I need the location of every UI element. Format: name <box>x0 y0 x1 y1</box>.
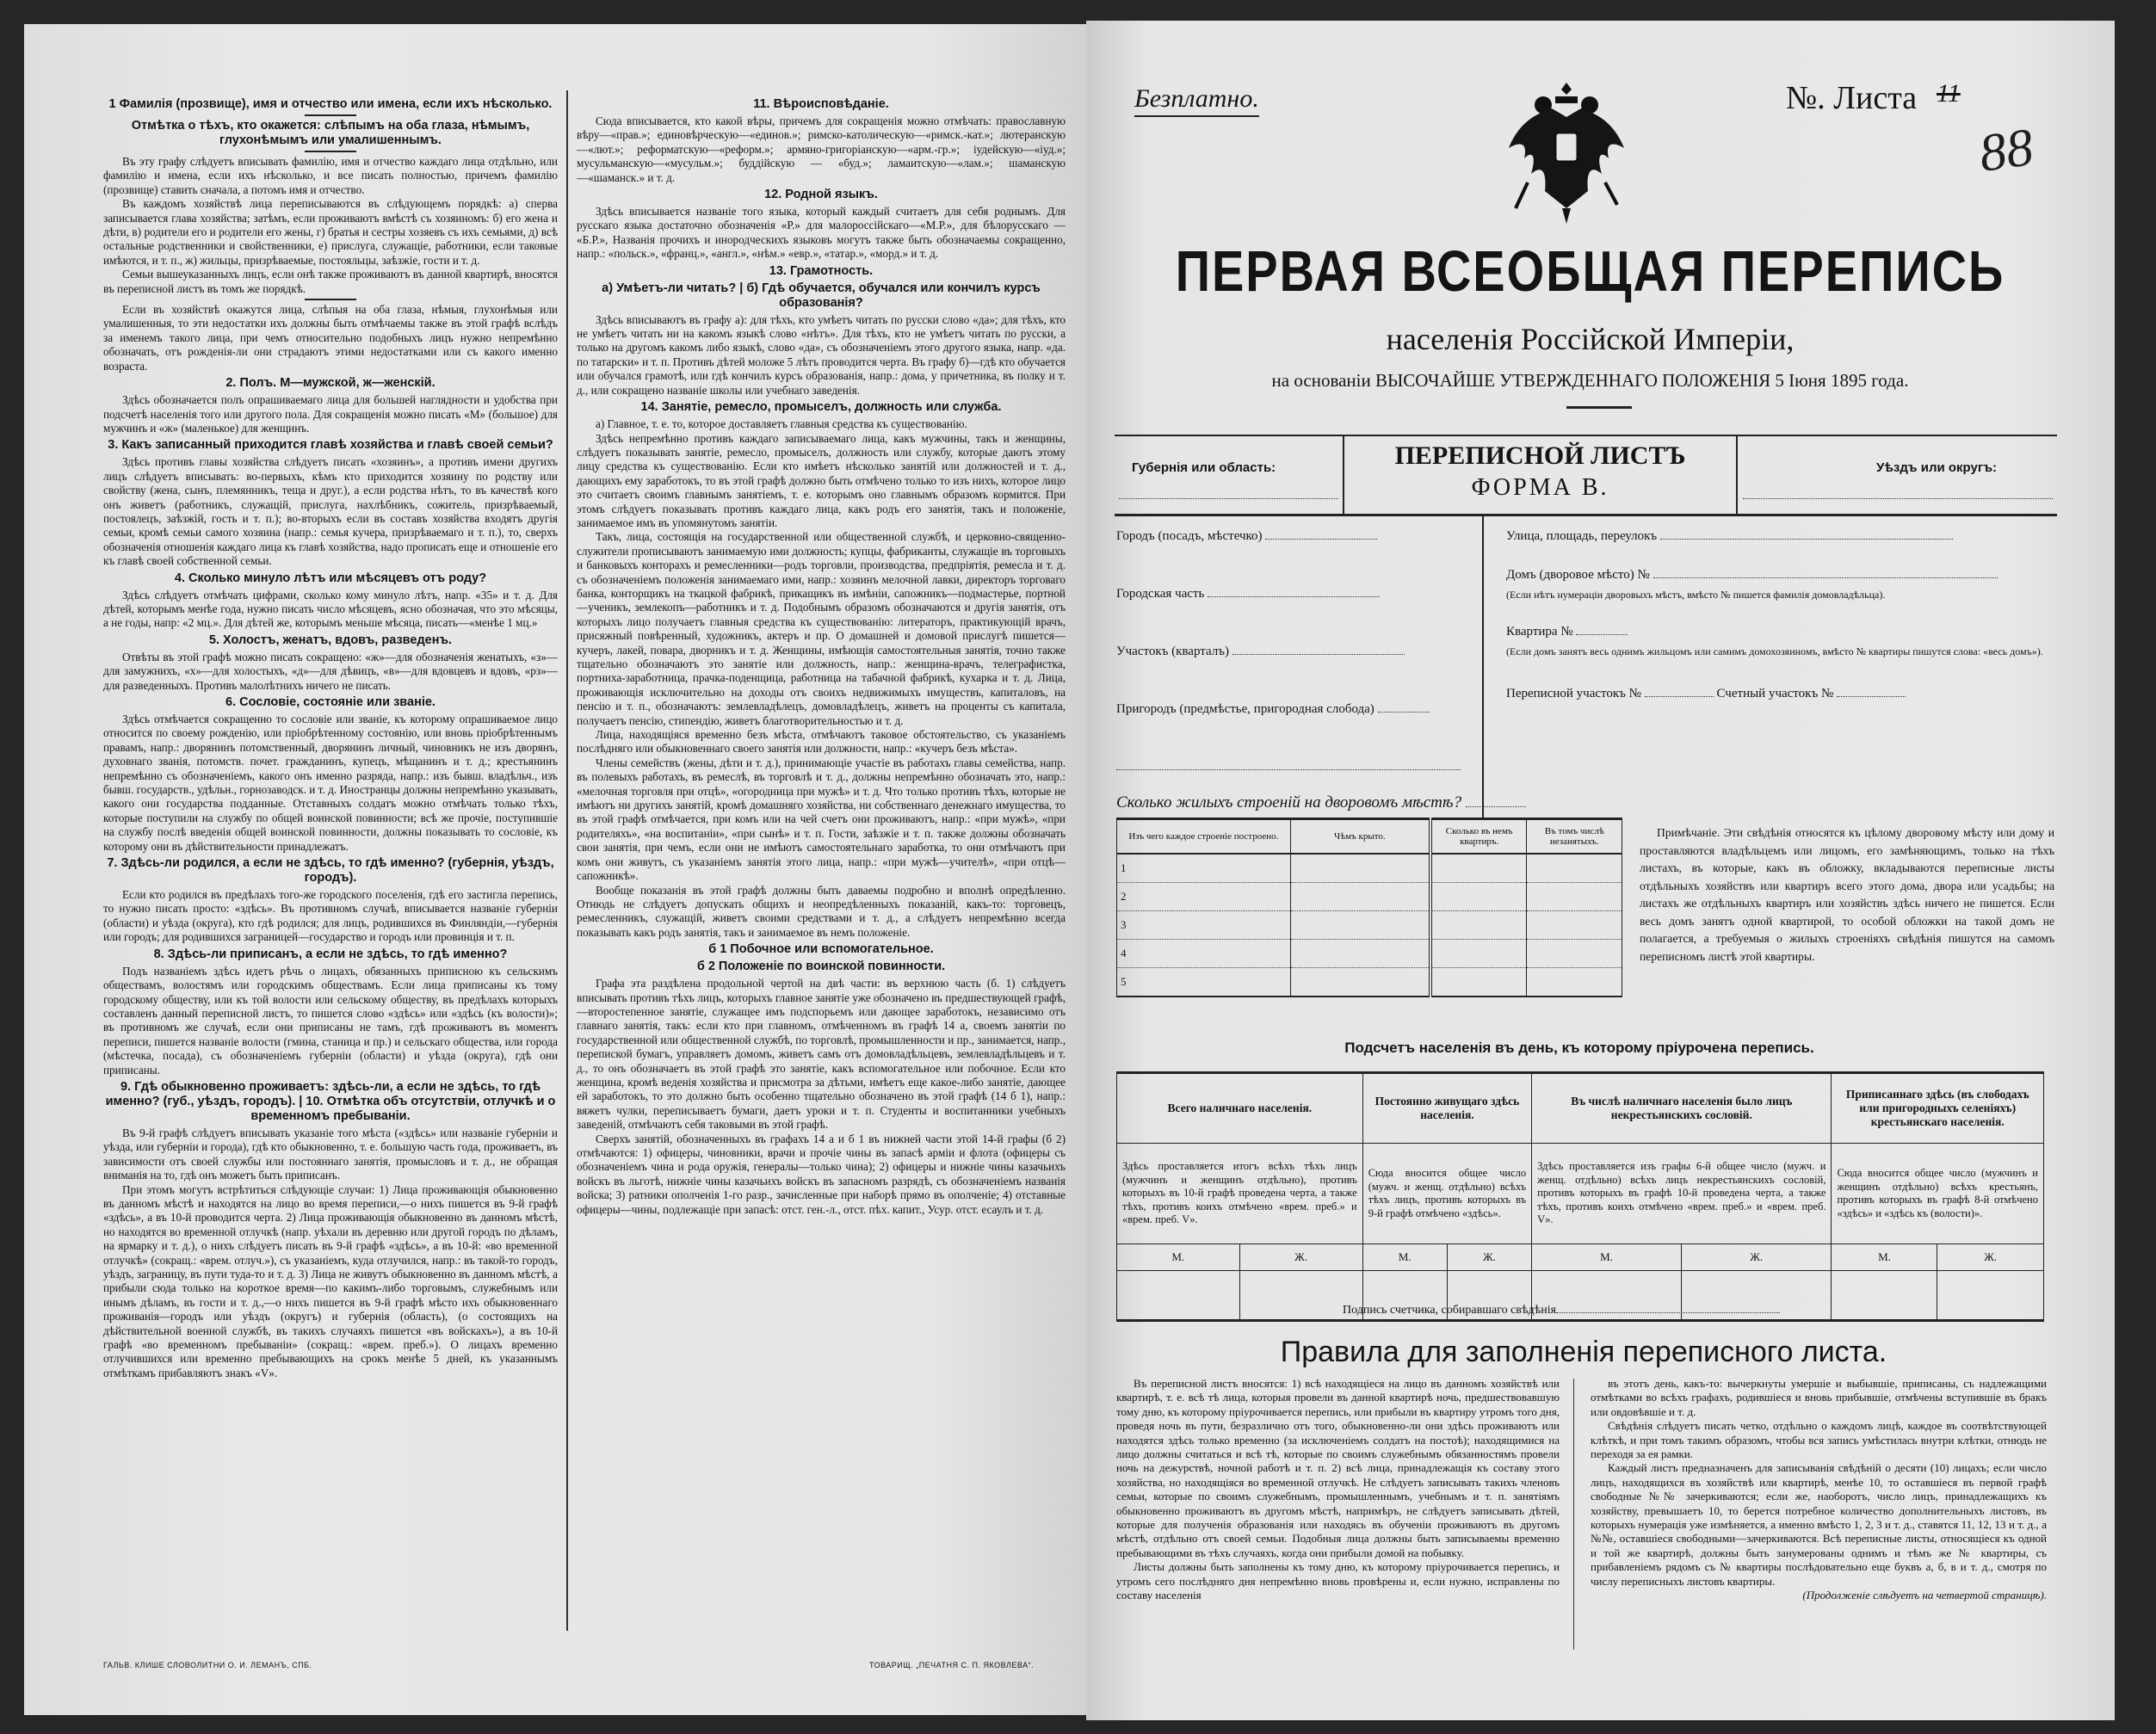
roof-cell[interactable] <box>1290 854 1430 883</box>
section-heading: 5. Холостъ, женатъ, вдовъ, разведенъ. <box>208 633 453 647</box>
address-label: Городъ (посадъ, мѣстечко) <box>1116 529 1263 543</box>
instructions-column-1 <box>103 95 558 1635</box>
section-heading: а) Умѣетъ-ли читать? | б) Гдѣ обучается, обучался или кончилъ курсъ образованія? <box>602 281 1041 310</box>
form-header-box <box>1115 435 2057 516</box>
address-field[interactable] <box>1265 539 1377 540</box>
rules-paragraph: въ этотъ день, какъ-то: вычеркнуты умершіе и выбывшіе, приписаны, съ надлежащими отмѣтками во всѣхъ графахъ, родившіеся и вновь прибывшіе, отмѣчены вступившіе въ бракъ или овдовѣвшіе и т. д. <box>1591 1377 2047 1418</box>
male-label: М. <box>1832 1244 1937 1271</box>
section-heading: 13. Грамотность. <box>769 263 874 278</box>
address-label: Пригородъ (предмѣстье, пригородная слобода) <box>1116 702 1375 716</box>
flats-cell[interactable] <box>1430 911 1527 940</box>
flat-field[interactable] <box>1576 634 1628 635</box>
address-row <box>1116 645 1461 702</box>
imprint-left: ГАЛЬВ. КЛИШЕ СЛОВОЛИТНИ О. И. ЛЕМАНЪ, СПБ. <box>103 1661 312 1669</box>
imprint-right: ТОВАРИЩ. „ПЕЧАТНЯ С. П. ЯКОВЛЕВА“. <box>869 1661 1035 1669</box>
buildings-header-vacant: Въ томъ числѣ незанятыхъ. <box>1527 819 1622 855</box>
flat-label: Квартира № <box>1506 625 1573 639</box>
paragraph: Здѣсь обозначается полъ опрашиваемаго лица для большей наглядности и удобства при подсчетѣ населенія того или другого пола. Для сокращенія можно писать «М» (большое) для мужчинъ и «ж» (маленькое) для женщинъ. <box>103 393 558 435</box>
section-heading: б 1 Побочное или вспомогательное. <box>708 942 934 957</box>
rules-column-1 <box>1116 1377 1560 1603</box>
sheet-number-struck: 11 <box>1937 79 1961 108</box>
address-label: Городская часть <box>1116 587 1205 601</box>
section-heading: 1 Фамилія (прозвище), имя и отчество или имена, если ихъ нѣсколько. <box>108 97 553 111</box>
vacant-cell[interactable] <box>1527 968 1622 997</box>
street-field[interactable] <box>1660 539 1953 540</box>
section-heading: 7. Здѣсь-ли родился, а если не здѣсь, то гдѣ именно? (губернія, уѣздъ, городъ). <box>107 856 554 886</box>
street-label: Улица, площадь, переулокъ <box>1506 529 1658 543</box>
province-label: Губернія или область: <box>1132 460 1276 475</box>
section-heading: 11. Вѣроисповѣданіе. <box>753 97 889 111</box>
buildings-row <box>1117 940 1622 968</box>
paragraph: Здѣсь вписываютъ въ графу а): для тѣхъ, кто умѣетъ читать по русски слово «да»; для тѣхъ, кто не умѣетъ читать ни на какомъ языкѣ слово «нѣтъ». Для тѣхъ, кто не умѣетъ читать по русски, а только на другомъ какомъ либо языкѣ, слово «да», съ обозначеніемъ этого другого языка, напр. «да. по татарски» и т. п. Противъ дѣтей моложе 5 лѣтъ проводится черта. Въ графу б)—гдѣ кто обучается или обучался грамотѣ, или гдѣ кончилъ курсъ образованія, напр.: дома, у причетника, въ полку и т. д., или сокращено названіе школы или учебнаго заведенія. <box>577 312 1066 397</box>
female-label: Ж. <box>1937 1244 2044 1271</box>
form-name: ФОРМА В. <box>1471 474 1609 501</box>
count-column-description: Здѣсь проставляется итогъ всѣхъ тѣхъ лицъ (мужчинъ и женщинъ отдѣльно), противъ которыхъ въ 10-й графѣ проведена черта, а также тѣхъ, противъ коихъ отмѣчено «врем. преб.» и «врем. преб. V». <box>1117 1144 1363 1244</box>
signature-label: Подпись счетчика, собиравшаго свѣдѣнія <box>1343 1304 1557 1317</box>
sheet-number-handwritten: 88 <box>1975 118 2037 183</box>
paragraph: а) Главное, т. е. то, которое доставляетъ главныя средства къ существованію. <box>596 417 967 431</box>
paragraph: Здѣсь слѣдуетъ отмѣчать цифрами, сколько кому минуло лѣтъ, напр. «35» и т. д. Для дѣтей, которымъ менѣе года, нужно писать число мѣсяцевъ, ясно обозначая, что это мѣсяцы, а не годы, напр: «2 мц.». Для дѣтей же, которымъ меньше мѣсяца, писать—«менѣе 1 мц.» <box>103 588 558 630</box>
rules-divider <box>1573 1379 1574 1650</box>
buildings-count-field[interactable] <box>1466 806 1526 807</box>
section-divider <box>305 151 356 152</box>
rules-paragraph: Каждый листъ предназначенъ для записыванія свѣдѣній о десяти (10) лицахъ; если число лицъ, находящихся въ хозяйствѣ или квартирѣ, менѣе 10, то оставшіеся въ первой графѣ свободные №№ зачеркиваются; если же, наоборотъ, число лицъ, принадлежащихъ къ хозяйству, превышаетъ 10, то берется потребное количество дополнительныхъ листовъ, въ которыхъ нумерація уже измѣняется, а именно вмѣсто 1, 2, 3 и т. д., ставятся 11, 12, 13 и т. д., а №№, оставшіеся свободными—зачеркиваются. Всѣ переписные листы, относящіеся къ одной и той же квартирѣ, должны быть занумерованы однимъ и тѣмъ же № квартиры, съ прибавленіемъ рядомъ съ № квартиры послѣдовательно еще буквъ а, б, в и т. д., смотря по числу переписныхъ листовъ квартиры. <box>1591 1461 2047 1588</box>
population-count-table <box>1116 1071 2044 1322</box>
column-divider <box>566 90 568 1631</box>
flats-cell[interactable] <box>1430 854 1527 883</box>
paragraph: Такъ, лица, состоящія на государственной или общественной службѣ, и церковно-священно-служители прописываютъ занимаемую ими должность; купцы, фабриканты, служащіе въ торговыхъ и банковыхъ конторахъ и ремесленники—родъ торговли, производства, предпріятія, ремесла и т. д. съ обозначеніемъ положенія занимаемаго ими, напр.: хозяинъ мелочной лавки, директоръ торговаго банка, конторщикъ на ткацкой фабрикѣ, прикащикъ въ имѣніи, сапожникъ—подмастерье, портной—ученикъ, землекопъ—работникъ и т. д. Подобнымъ образомъ обозначаются и другія занятія, отъ которыхъ лицо получаетъ главныя средства къ существованію: литераторъ, практикующій врачъ, присяжный повѣренный, художникъ, актеръ и пр. О домашней и домовой прислугѣ пишется—кучеръ, лакей, повара, дворникъ и т. д. Женщины, имѣющія самостоятельныя занятія, точно также тщательно обозначаютъ это занятіе или должность, напр.: женщина-врачъ, телеграфистка, портниха-заработница, прачка-поденщица, работница на табачной фабрикѣ, кухарка и т. д. Лица, проживающія исключительно на доходы отъ своихъ недвижимыхъ имуществъ, капиталовъ, на пенсію и т. п., обозначаютъ: землевладѣлецъ, домовладѣлецъ, живетъ на проценты съ капитала, получаетъ пенсію, стипендію, живетъ благотворительностью и т. д. <box>577 530 1066 727</box>
section-heading: б 2 Положеніе по воинской повинности. <box>696 960 946 974</box>
male-count-cell[interactable] <box>1117 1271 1240 1321</box>
paragraph: Графа эта раздѣлена продольной чертой на двѣ части: въ верхнюю часть (б. 1) слѣдуетъ вписывать противъ тѣхъ лицъ, которыхъ главное занятіе уже обозначено въ предшествующей графѣ,—второстепенное занятіе, служащее имъ подспорьемъ или дающее заработокъ, независимо отъ главнаго занятія, такъ: если кто при главномъ, отмѣченномъ въ графѣ 14 а, своемъ занятіи по государственной или общественной службѣ, по торговлѣ, промышленности и пр., занимается, напр., перепиской бумагъ, управляетъ домомъ, живетъ самъ отъ домовладѣльцевъ, землевладѣльцевъ и т. д., то онъ обозначаетъ въ этой графѣ это занятіе, какъ вспомогательное или побочное. Если кто женщина, кромѣ веденія хозяйства и присмотра за дѣтьми, имѣетъ еще какое-либо занятіе, дающее ей заработокъ, то это должно быть особенно тщательно обозначено въ этой графѣ (14 б 1), напр.: вяжетъ чулки, переписываетъ бумаги, даетъ уроки и т. п. Студенты и воспитанники учебныхъ заведеній, отмѣчаютъ себя таковыми въ этой графѣ. <box>577 977 1066 1132</box>
count-area-label: Счетный участокъ № <box>1716 687 1834 700</box>
buildings-question-text: Сколько жилыхъ строеній на дворовомъ мѣстѣ? <box>1116 793 1462 811</box>
rules-paragraph: Свѣдѣнія слѣдуетъ писать четко, отдѣльно о каждомъ лицѣ, каждое въ соотвѣтствующей клѣткѣ, и при томъ такимъ образомъ, чтобы вся запись умѣстилась внутри клѣтки, отнюдь не переходя за ея рамки. <box>1591 1419 2047 1461</box>
address-left <box>1116 529 1461 774</box>
buildings-row <box>1117 911 1622 940</box>
paragraph: Семьи вышеуказанныхъ лицъ, если онѣ также проживаютъ въ данной квартирѣ, вносятся въ переписной листъ въ томъ же порядкѣ. <box>103 268 558 295</box>
buildings-note: Примѣчаніе. Эти свѣдѣнія относятся къ цѣлому дворовому мѣсту или дому и проставляются владѣльцемъ или лицомъ, его замѣняющимъ, только на тѣхъ листахъ, въ которые, какъ въ обложку, вкладываются переписные листы отдѣльныхъ хозяйствъ или квартиръ всего этого дома, двора или усадьбы; на листахъ же отдѣльныхъ квартиръ или хозяйствъ здѣсь ничего не пишется. Если весь домъ занятъ одной квартирой, то особой обложки на такой домъ не полагается, а требуемыя о жилыхъ строеніяхъ свѣдѣнія пишутся на самомъ переписномъ листѣ этой квартиры. <box>1640 826 2054 963</box>
count-column-header: Въ числѣ наличнаго населенія было лицъ некрестьянскихъ сословій. <box>1532 1073 1832 1144</box>
female-label: Ж. <box>1239 1244 1362 1271</box>
section-heading: 9. Гдѣ обыкновенно проживаетъ: здѣсь-ли, а если не здѣсь, то гдѣ именно? (губ., уѣздъ, городъ). | 10. Отмѣтка объ отсутствіи, отлучкѣ и о временномъ пребываніи. <box>105 1079 556 1123</box>
form-title: ПЕРЕПИСНОЙ ЛИСТЪ <box>1394 441 1686 470</box>
count-column-description: Здѣсь проставляется изъ графы 6-й общее число (мужч. и женщ. отдѣльно) всѣхъ лицъ некрестьянскихъ сословій, противъ которыхъ въ графѣ 10-й проведена черта, а также тѣхъ, противъ коихъ отмѣчено «врем. преб.» и «врем. преб. V». <box>1532 1144 1832 1244</box>
fields-divider <box>1482 516 1484 818</box>
female-label: Ж. <box>1682 1244 1832 1271</box>
count-column-description: Сюда вносится общее число (мужч. и женщ. отдѣльно) всѣхъ тѣхъ лицъ, противъ которыхъ въ 9-й графѣ отмѣчено «здѣсь». <box>1362 1144 1531 1244</box>
paragraph: Въ каждомъ хозяйствѣ лица переписываются въ слѣдующемъ порядкѣ: а) сперва записывается глава хозяйства; затѣмъ, если проживаютъ вмѣстѣ съ хозяиномъ: б) его жена и дѣти, в) родители его и родители его жены, г) братья и сестры хозяевъ съ ихъ семьями, д) всѣ остальные родственники и свойственники, е) прислуга, служащіе, работники, если таковые имѣются, и т. п., ж) жильцы, призрѣваемые, постояльцы, заѣзжіе, гости и т. д. <box>103 197 558 267</box>
house-label: Домъ (дворовое мѣсто) № <box>1506 568 1650 582</box>
section-heading: 3. Какъ записанный приходится главѣ хозяйства и главѣ своей семьи? <box>108 438 553 453</box>
sheet-number-label: №. Листа <box>1786 80 1918 116</box>
signature-field[interactable] <box>1556 1312 1780 1313</box>
count-column-description: Сюда вносится общее число (мужчинъ и женщинъ отдѣльно) всѣхъ крестьянъ, противъ которыхъ въ графѣ 8-й отмѣчено «здѣсь» и «здѣсь къ (волости)». <box>1832 1144 2044 1244</box>
paragraph: Здѣсь вписывается названіе того языка, который каждый считаетъ для себя роднымъ. Для русскаго языка достаточно обозначенія «Р.» для малороссійскаго—«М.Р.», для бѣлорусскаго — «Б.Р.», Названія прочихъ и инородческихъ языковъ могутъ также быть обозначаемы сокращенно, напр.: «польск.», «франц.», «англ.», «нѣм.» «евр.», «татар.», «морд.» и т. д. <box>577 205 1066 261</box>
address-field[interactable] <box>1378 712 1430 713</box>
count-column-header: Приписаннаго здѣсь (въ слободахъ или пригородныхъ селеніяхъ) крестьянскаго населенія. <box>1832 1073 2044 1144</box>
buildings-row <box>1117 883 1622 911</box>
paragraph: Подъ названіемъ здѣсь идетъ рѣчь о лицахъ, обязанныхъ приписною къ сельскимъ обществамъ, волостямъ или городскимъ обществамъ. Если лица приписаны къ тому городскому обществу, или къ той волости или сельскому обществу, въ предѣлахъ которыхъ составленъ данный переписной листъ, то пишется слово «здѣсь» или «здѣсь (къ волости)»; въ противномъ же случаѣ, если они приписаны не тамъ, гдѣ проживаютъ въ моментъ переписи, пишется названіе волости (гмина, станица и пр.) и сельскаго общества, или города (мѣстечка, посада), съ обозначеніемъ губерніи (области) и уѣзда (округа), гдѣ они приписаны. <box>103 964 558 1077</box>
section-heading: 4. Сколько минуло лѣтъ или мѣсяцевъ отъ роду? <box>174 571 487 585</box>
rules-column-2 <box>1591 1377 2047 1603</box>
paragraph: Члены семействъ (жены, дѣти и т. д.), принимающіе участіе въ работахъ главы семейства, напр. въ полевыхъ работахъ, въ ремеслѣ, въ торговлѣ и т. д., должны непремѣнно обозначать это, напр.: «мелочная торговля при отцѣ», «огородница при мужѣ» и т. д. Что только противъ тѣхъ, которые не имѣютъ ни другихъ занятій, кромѣ домашняго хозяйства, ни собственнаго денежнаго имущества, то въ этой графѣ отмѣчается, при комъ или на чей счетъ они проживаютъ, напр.: «при мужѣ», «при родителяхъ», «на воспитаніи», «при сынѣ» и т. п. Гости, заѣзжіе и т. п. также должны обозначать свои занятія, при чемъ, если они не имѣютъ самостоятельнаго заработка, то они отмѣчаютъ при комъ они живутъ, съ указаніемъ занятія этого лица, напр.: «при мужѣ—учителѣ», «при отцѣ—сапожникѣ». <box>577 756 1066 883</box>
continued-note: (Продолженіе слѣдуетъ на четвертой страницѣ). <box>1802 1589 2047 1602</box>
buildings-row <box>1117 854 1622 883</box>
paragraph: Въ эту графу слѣдуетъ вписывать фамилію, имя и отчество каждаго лица отдѣльно, или фамилію и имена, если ихъ нѣсколько, и все писать полностью, причемъ фамилію (прозвище) ставить сначала, а потомъ имя и отчество. <box>103 155 558 196</box>
roof-cell[interactable] <box>1290 883 1430 911</box>
male-label: М. <box>1117 1244 1240 1271</box>
paragraph: Здѣсь непремѣнно противъ каждаго записываемаго лица, какъ мужчины, такъ и женщины, слѣдуетъ показывать занятіе, ремесло, промыселъ, должность или службу, которые даютъ этому лицу средства къ существованію. Если кто имѣетъ нѣсколько занятій или должностей и т. д., дающихъ ему заработокъ, то въ этой графѣ должно быть отмѣчено только то изъ нихъ, которое лицо это считаетъ своимъ главнымъ занятіемъ, т. е. которымъ оно главнымъ образомъ кормится. При этомъ слѣдуетъ показывать противъ каждаго лица, какъ родъ его занятія, такъ и положеніе, занимаемое имъ въ упомянутомъ занятіи. <box>577 431 1066 529</box>
address-blank-field[interactable] <box>1116 769 1461 770</box>
buildings-header-material: Изъ чего каждое строеніе построено. <box>1117 819 1291 855</box>
rules-paragraph: Въ переписной листъ вносятся: 1) всѣ находящіеся на лицо въ данномъ хозяйствѣ или квартирѣ, т. е. всѣ тѣ лица, которыя провели въ данной квартирѣ ночь, предшествовавшую тому дню, къ которому пріурочивается перепись, или прибыли въ квартиру утромъ того дня, проведя ночь въ пути, безразлично отъ того, обыкновенно-ли они здѣсь проживаютъ или находятся здѣсь только временно (за исключеніемъ солдатъ на постоѣ); находящимися на лицо должны считаться и всѣ тѣ, которые по своимъ служебнымъ обязанностямъ провели ночь на дежурствѣ, ночной работѣ и т. п. 2) всѣ лица, принадлежащія къ составу этого хозяйства, но находящіяся во временной отлучкѣ. Не слѣдуетъ записывать такихъ членовъ семьи, которые по своимъ служебнымъ, промышленнымъ, учебнымъ и т. п. занятіямъ обыкновенно проживаютъ въ другомъ мѣстѣ, напримѣръ, не слѣдуетъ записывать дѣтей, которые для полученія образованія или находясь въ обученіи проживаютъ въ другомъ мѣстѣ, отдѣльно отъ своей семьи. Подобныя лица должны быть записываемы временно пребывающими въ тѣхъ случаяхъ, когда они прибыли домой на побывку. <box>1116 1377 1560 1559</box>
signature-line <box>1343 1304 1780 1317</box>
divider <box>1566 406 1632 409</box>
vacant-cell[interactable] <box>1527 940 1622 968</box>
count-area-field[interactable] <box>1837 696 1906 697</box>
vacant-cell[interactable] <box>1527 883 1622 911</box>
free-label: Безплатно. <box>1134 84 1259 117</box>
district-label: Уѣздъ или округъ: <box>1876 460 1998 475</box>
flats-cell[interactable] <box>1430 940 1527 968</box>
census-area-label: Переписной участокъ № <box>1506 687 1641 700</box>
section-heading: Отмѣтка о тѣхъ, кто окажется: слѣпымъ на оба глаза, нѣмымъ, глухонѣмымъ или умалишеннымъ. <box>131 119 530 147</box>
section-heading: 6. Сословіе, состояніе или званіе. <box>225 695 436 709</box>
vacant-cell[interactable] <box>1527 854 1622 883</box>
section-heading: 12. Родной языкъ. <box>764 188 878 202</box>
address-right <box>1506 529 2053 701</box>
buildings-header-roof: Чѣмъ крыто. <box>1290 819 1430 855</box>
rules-title: Правила для заполненія переписного листа. <box>1280 1336 1887 1368</box>
census-area-field[interactable] <box>1645 696 1714 697</box>
male-label: М. <box>1362 1244 1447 1271</box>
address-field[interactable] <box>1208 596 1380 597</box>
section-divider <box>305 299 356 300</box>
count-column-header: Всего наличнаго населенія. <box>1117 1073 1363 1144</box>
address-row <box>1116 587 1461 645</box>
female-label: Ж. <box>1447 1244 1531 1271</box>
page-title: ПЕРВАЯ ВСЕОБЩАЯ ПЕРЕПИСЬ <box>1175 238 2005 304</box>
address-row <box>1116 702 1461 760</box>
female-count-cell[interactable] <box>1937 1271 2044 1321</box>
roof-cell[interactable] <box>1290 940 1430 968</box>
row-number: 1 <box>1117 854 1291 883</box>
buildings-header-flats: Сколько въ немъ квартиръ. <box>1430 819 1527 855</box>
province-field[interactable] <box>1119 498 1338 499</box>
buildings-table <box>1116 818 1622 997</box>
count-column-header: Постоянно живущаго здѣсь населенія. <box>1362 1073 1531 1144</box>
paragraph: Отвѣты въ этой графѣ можно писать сокращено: «ж»—для обозначенія женатыхъ, «з»—для замужнихъ, «х»—для холостыхъ, «д»—для дѣвицъ, «в»—для вдовцевъ и вдовъ, «рз»—для разведенныхъ. Противъ малолѣтнихъ ничего не писать. <box>103 650 558 692</box>
paragraph: Сверхъ занятій, обозначенныхъ въ графахъ 14 а и б 1 въ нижней части этой 14-й графы (б 2) отмѣчаются: 1) офицеры, чиновники, врачи и прочіе чины въ запасѣ армiи и флота (офицеры съ обозначеніемъ чина и рода оружія, генералы—только чина); 2) офицеры и нижніе чины казачьихъ войскъ въ льготѣ, нижніе чины казачьихъ войскъ въ запасномъ разрядѣ, съ обозначеніемъ названія войска; 3) ратники ополченія 1-го разр., зачисленные при наборѣ прямо въ ополченіе; 4) отставные офицеры—чины, подлежащіе при запасѣ: отст. ген.-л., отст. пѣх. капит., Усур. отст. есаулъ и т. д. <box>577 1132 1066 1216</box>
paragraph: Здѣсь противъ главы хозяйства слѣдуетъ писать «хозяинъ», а противъ имени другихъ лицъ слѣдуетъ вписывать: во-первыхъ, кѣмъ кто приходится хозяину по родству или свойству (жена, сынъ, племянникъ, теща и друг.), а если родства нѣтъ, то въ качествѣ кого онъ живетъ (работникъ, служащій, прислуга, нахлѣбникъ, сожитель, призрѣваемый, постоялецъ, заѣзжій, гость и т. п.); во-вторыхъ если въ составъ хозяйства входятъ другія семьи, кромѣ семьи самого хозяина (напр.: семья кучера, призрѣваемаго и т. п.), то, сверхъ обозначенія отношенія каждаго лица къ главѣ хозяйства, надо прописать еще и отношеніе его къ главѣ своей собственной семьи. <box>103 455 558 568</box>
row-number: 4 <box>1117 940 1291 968</box>
paragraph: Лица, находящіяся временно безъ мѣста, отмѣчаютъ таковое обстоятельство, съ указаніемъ послѣдняго или обыкновеннаго своего занятія или должности, напр.: «кучеръ безъ мѣста». <box>577 728 1066 756</box>
flats-cell[interactable] <box>1430 883 1527 911</box>
double-headed-eagle-icon <box>1502 79 1631 225</box>
paragraph: Если кто родился въ предѣлахъ того-же городского поселенія, гдѣ его застигла перепись, то нужно писать просто: «здѣсь». Въ противномъ случаѣ, вписывается названіе губерніи (области) и уѣзда (округа), кто гдѣ родился; для лицъ, родившихся въ Финляндіи,—губернія или городъ; для родившихся заграницей—государство и городъ или провинція и т. п. <box>103 888 558 944</box>
roof-cell[interactable] <box>1290 911 1430 940</box>
row-number: 5 <box>1117 968 1291 997</box>
paragraph: Въ 9-й графѣ слѣдуетъ вписывать указаніе того мѣста («здѣсь» или названіе губерніи и уѣзда, или губерніи и города), гдѣ кто обыкновенно, т. е. большую часть года, проживаетъ, въ зависимости отъ своей службы или постояннаго занятія, промысловъ и т. д., не обращая вниманія на то, гдѣ онъ можетъ быть приписанъ. <box>103 1126 558 1182</box>
instructions-column-2 <box>577 95 1066 1635</box>
address-row <box>1116 529 1461 587</box>
section-heading: 8. Здѣсь-ли приписанъ, а если не здѣсь, то гдѣ именно? <box>153 947 508 961</box>
section-heading: 2. Полъ. М—мужской, ж—женскій. <box>225 376 436 391</box>
male-count-cell[interactable] <box>1832 1271 1937 1321</box>
row-number: 2 <box>1117 883 1291 911</box>
flat-note: (Если домъ занятъ весь однимъ жильцомъ или самимъ домохозяиномъ, вмѣсто № квартиры пишутся слова: «весь домъ»). <box>1506 645 2043 657</box>
address-label: Участокъ (кварталъ) <box>1116 645 1230 658</box>
roof-cell[interactable] <box>1290 968 1430 997</box>
buildings-row <box>1117 968 1622 997</box>
vacant-cell[interactable] <box>1527 911 1622 940</box>
address-field[interactable] <box>1232 654 1405 655</box>
house-note: (Если нѣтъ нумераціи дворовыхъ мѣстъ, вмѣсто № пишется фамилія домовладѣльца). <box>1506 589 1886 601</box>
paragraph: Если въ хозяйствѣ окажутся лица, слѣпыя на оба глаза, нѣмыя, глухонѣмыя или умалишенныя, то эти недостатки ихъ должны быть отмѣчаемы также въ этой графѣ вслѣдъ за именемъ такого лица, при чемъ относительно подобныхъ лицъ нужно непремѣнно обозначать, отъ рожденія-ли они страдаютъ этими недостатками или съ какого именно возраста. <box>103 303 558 373</box>
district-field[interactable] <box>1743 498 2053 499</box>
paragraph: Вообще показанія въ этой графѣ должны быть даваемы подробно и вполнѣ опредѣленно. Отнюдь не слѣдуетъ допускать общихъ и неопредѣленныхъ показаній, какъ-то: торговецъ, ремесленникъ, служащій, живетъ своими средствами и т. д., а слѣдуетъ непремѣнно всегда показывать какъ родъ занятія, такъ и занимаемое въ немъ положеніе. <box>577 883 1066 939</box>
count-heading: Подсчетъ населенія въ день, къ которому пріурочена перепись. <box>1344 1040 1814 1056</box>
page-subtitle: населенія Россійской Имперіи, <box>1386 322 1795 356</box>
paragraph: Сюда вписывается, кто какой вѣры, причемъ для сокращенія можно отмѣчать: православную вѣру—«прав.»; единовѣрческую—«единов.»; римско-католическую—«римск.-кат.»; лютеранскую—«лют.»; реформатскую—«реформ.»; армяно-григоріанскую—«арм.-гр.»; іудейскую—«іуд.»; мусульманскую—«мусульм.»; буддійскую — «буд.»; ламаитскую—«лам.»; шаманскую—«шаманск.» и т. д. <box>577 114 1066 184</box>
flats-cell[interactable] <box>1430 968 1527 997</box>
paragraph: При этомъ могутъ встрѣтиться слѣдующіе случаи: 1) Лица проживающія обыкновенно въ данномъ мѣстѣ и находятся на лицо во время переписи,—о нихъ пишется въ 9-й графѣ «здѣсь», а въ 10-й проводится черта. 2) Лица проживающія обыкновенно въ данномъ мѣстѣ, но находятся во временной отлучкѣ (напр. уѣхали въ деревню или другой городъ по дѣламъ, на ярмарку и т. д.), о нихъ слѣдуетъ писать въ 9-й графѣ «здѣсь», а въ 10-й: «во временной отлучкѣ» (сокращ.: «врем. отлуч.»), съ указаніемъ, куда отлучился, напр.: въ такой-то городъ, уѣздъ, заграницу, въ пути туда-то и т. д. 3) Лица не живутъ обыкновенно въ данномъ мѣстѣ, а прибыли сюда только на короткое время—по какимъ-либо торговымъ, служебнымъ или инымъ дѣламъ, въ гости и т. д.,—о нихъ пишется въ 9-й графѣ мѣсто ихъ обыкновеннаго проживанія—городъ или уѣздъ (округъ) и губернія (область), (о состоящихъ на дѣйствительной военной службѣ, въ такихъ случаяхъ пишется «въ войскахъ»), а въ 10-й графѣ «во временномъ пребываніи» (сокращ.: «врем. преб.»). О лицахъ временно отлучившихся или временно пребывающихъ на срокъ менѣе 5 дней, къ указаннымъ отмѣткамъ прибавляютъ знакъ «V». <box>103 1182 558 1379</box>
section-heading: 14. Занятіе, ремесло, промыселъ, должность или служба. <box>640 400 1002 415</box>
rules-paragraph: Листы должны быть заполнены къ тому дню, къ которому пріурочивается перепись, и утромъ сего послѣдняго дня непремѣнно вновь провѣрены и, если нужно, исправлены по составу населенія <box>1116 1560 1560 1602</box>
paragraph: Здѣсь отмѣчается сокращенно то сословіе или званіе, къ которому опрашиваемое лицо относится по своему рожденію, или пріобрѣтенному состоянію, или вновь пріобрѣтеннымъ правамъ, напр.: дворянинъ потомственный, дворянинъ личный, чиновникъ не изъ дворянъ, духовнаго званія, потомств. почет. гражданинъ, купецъ, мѣщанинъ и т. д.; крестьянинъ непремѣнно съ обозначеніемъ, какого онъ именно разряда, напр.: изъ бывш. владѣльч., изъ бывш. государств., удѣльн., горнозаводск. и т. д. Иностранцы должны непремѣнно указывать, какого они государства подданные. Отставныхъ солдатъ можно отмѣчать только тѣхъ, которые поступили на службу по общей воинской повинности; всѣ же прочіе, поступившіе на службу послѣ введенія общей воинской повинности, должны показывать то сословіе, къ которому они въ дѣйствительности принадлежатъ. <box>103 713 558 853</box>
house-field[interactable] <box>1653 577 1998 578</box>
row-number: 3 <box>1117 911 1291 940</box>
buildings-question <box>1116 793 1526 812</box>
section-divider <box>305 114 356 116</box>
male-label: М. <box>1532 1244 1682 1271</box>
legal-basis: на основаніи ВЫСОЧАЙШЕ УТВЕРЖДЕННАГО ПОЛОЖЕНІЯ 5 Іюня 1895 года. <box>1271 370 1909 391</box>
